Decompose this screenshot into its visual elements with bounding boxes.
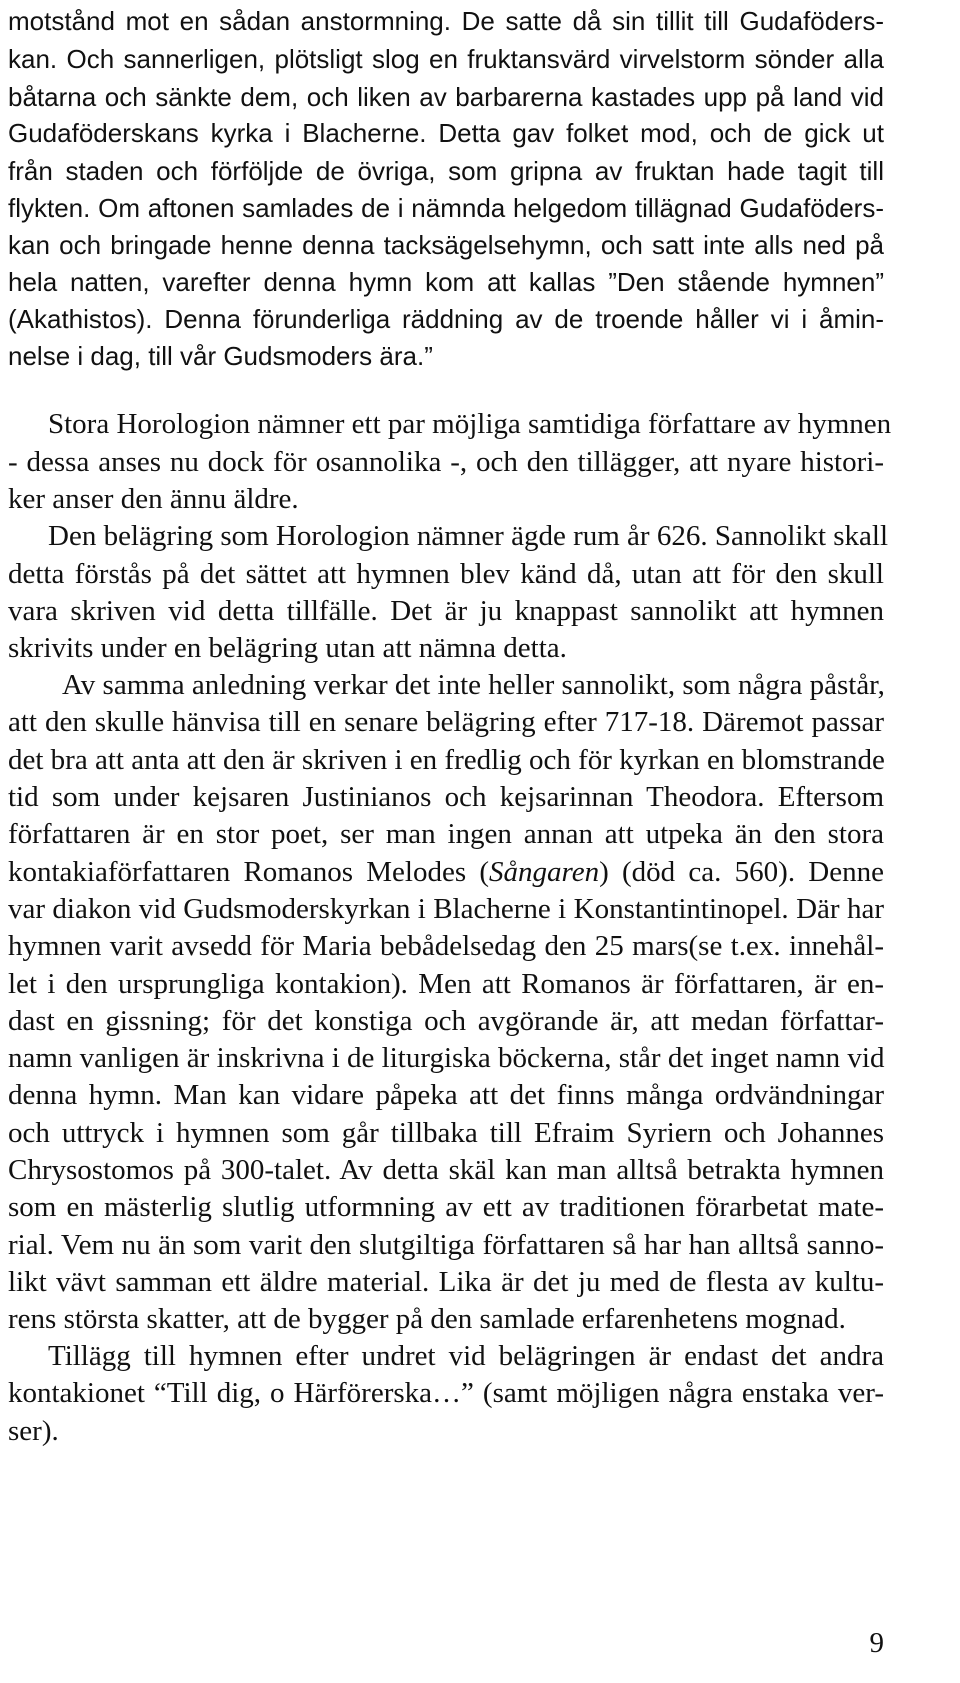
text-line: tid som under kejsaren Justinianos och kejsarinnan Theodora. Eftersom	[8, 781, 884, 813]
text-line: denna hymn. Man kan vidare påpeka att det finns många ordvändningar	[8, 1079, 884, 1111]
text-line: Gudaföderskans kyrka i Blacherne. Detta gav folket mod, och de gick ut	[8, 118, 884, 148]
text-line: hela natten, varefter denna hymn kom att kallas ”Den stående hymnen”	[8, 267, 884, 297]
text-line: var diakon vid Gudsmoderskyrkan i Blacherne i Konstantintinopel. Där har	[8, 893, 884, 925]
text-line: flykten. Om aftonen samlades de i nämnda helgedom tillägnad Gudaföders-	[8, 193, 884, 223]
text-line: Av samma anledning verkar det inte heller sannolikt, som några påstår,	[62, 669, 885, 701]
text-line: let i den ursprungliga kontakion). Men att Romanos är författaren, är en-	[8, 968, 884, 1000]
text-line: kontakionet “Till dig, o Härförerska…” (samt möjligen några enstaka ver-	[8, 1377, 884, 1409]
text-line: - dessa anses nu dock för osannolika -, och den tillägger, att nyare histori-	[8, 446, 884, 478]
text-line: att den skulle hänvisa till en senare belägring efter 717-18. Däremot passar	[8, 706, 884, 738]
text-line: ser).	[8, 1415, 59, 1447]
text-line: detta förstås på det sättet att hymnen blev känd då, utan att för den skull	[8, 558, 884, 590]
text-line: författaren är en stor poet, ser man ingen annan att utpeka än den stora	[8, 818, 884, 850]
text-line: som en mästerlig slutlig utformning av ett av traditionen förarbetat mate-	[8, 1191, 884, 1223]
text-line: det bra att anta att den är skriven i en fredlig och för kyrkan en blomstrande	[8, 744, 885, 776]
text-line: hymnen varit avsedd för Maria bebådelsedag den 25 mars(se t.ex. innehål-	[8, 930, 884, 962]
text-line: rial. Vem nu än som varit den slutgiltiga författaren så har han alltså sanno-	[8, 1229, 884, 1261]
text-line: kan. Och sannerligen, plötsligt slog en fruktansvärd virvelstorm sönder alla	[8, 44, 884, 74]
text-line: Den belägring som Horologion nämner ägde rum år 626. Sannolikt skall	[48, 520, 889, 552]
text-line: kan och bringade henne denna tacksägelsehymn, och satt inte alls ned på	[8, 230, 884, 260]
text-line: ker anser den ännu äldre.	[8, 483, 299, 515]
text-line: (Akathistos). Denna förunderliga räddning av de troende håller vi i åmin-	[8, 304, 884, 334]
text-line: från staden och förföljde de övriga, som gripna av fruktan hade tagit till	[8, 156, 884, 186]
text-line: dast en gissning; för det konstiga och avgörande är, att medan författar-	[8, 1005, 884, 1037]
text-line: likt vävt samman ett äldre material. Lika är det ju med de flesta av kultu-	[8, 1266, 884, 1298]
italic-term: Sångaren	[489, 856, 600, 888]
page-number: 9	[869, 1627, 884, 1659]
text-line: Chrysostomos på 300-talet. Av detta skäl kan man alltså betrakta hymnen	[8, 1154, 884, 1186]
text-line: vara skriven vid detta tillfälle. Det är ju knappast sannolikt att hymnen	[8, 595, 884, 627]
text-line: rens största skatter, att de bygger på den samlade erfarenhetens mognad.	[8, 1303, 846, 1335]
text-line: och uttryck i hymnen som går tillbaka till Efraim Syriern och Johannes	[8, 1117, 884, 1149]
text-line: motstånd mot en sådan anstormning. De satte då sin tillit till Gudaföders-	[8, 6, 884, 36]
text-line: namn vanligen är inskrivna i de liturgiska böckerna, står det inget namn vid	[8, 1042, 885, 1074]
text-line: skrivits under en belägring utan att nämna detta.	[8, 632, 567, 664]
text-line: Tillägg till hymnen efter undret vid belägringen är endast det andra	[48, 1340, 884, 1372]
text-line: nelse i dag, till vår Gudsmoders ära.”	[8, 341, 433, 371]
text-line-with-italic: kontakiaförfattaren Romanos Melodes (Sångaren) (död ca. 560). Denne	[8, 856, 884, 888]
text-line: båtarna och sänkte dem, och liken av barbarerna kastades upp på land vid	[8, 82, 884, 112]
text-line: Stora Horologion nämner ett par möjliga samtidiga författare av hymnen	[48, 408, 892, 440]
